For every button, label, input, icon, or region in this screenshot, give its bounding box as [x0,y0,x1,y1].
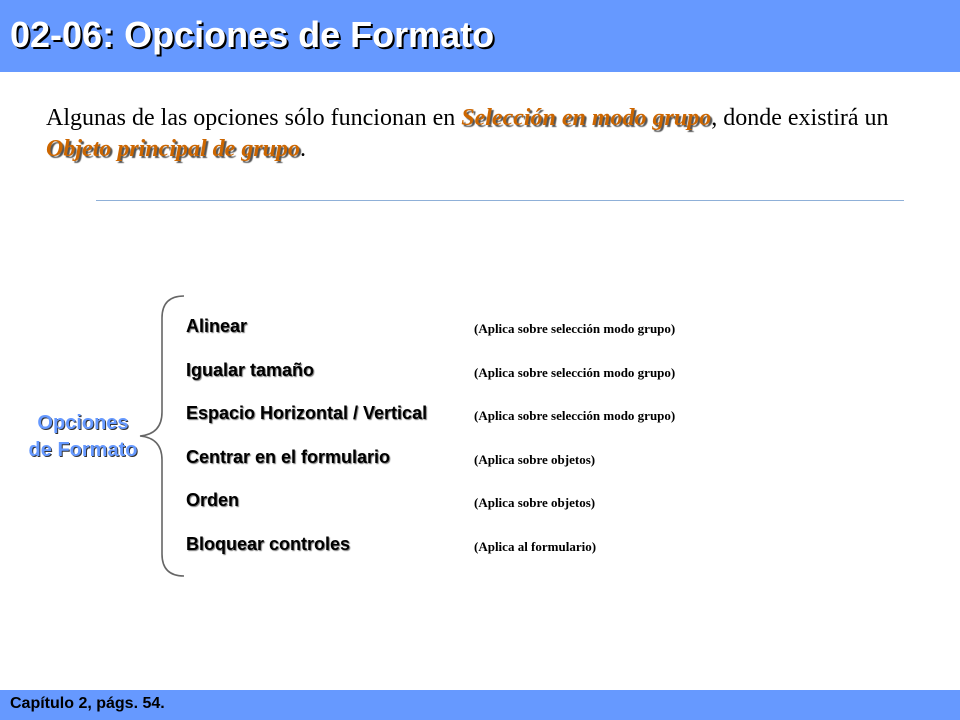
intro-highlight-group-selection: Selección en modo grupo [461,105,712,131]
option-name: Espacio Horizontal / Vertical [186,403,428,423]
group-label-line2: de Formato [28,439,138,461]
intro-text-2: , donde existirá un [711,105,889,131]
option-orden [186,490,746,534]
option-note: (Aplica sobre objetos) [474,495,596,510]
option-name: Centrar en el formulario [186,446,391,467]
group-label [16,410,150,464]
intro-text-1: Algunas de las opciones sólo funcionan en [46,105,462,131]
title-bar [0,0,960,72]
intro-text-3: . [300,136,307,162]
slide-title: 02-06: Opciones de Formato [10,14,495,55]
option-name: Igualar tamaño [186,359,315,380]
footer-reference: Capítulo 2, págs. 54. [10,695,165,712]
option-alinear [186,316,746,360]
option-name: Orden [186,490,240,510]
option-note: (Aplica sobre selección modo grupo) [474,408,676,423]
footer-bar [0,690,960,720]
option-bloquear [186,534,746,578]
option-igualar-tamano [186,360,746,404]
option-note: (Aplica al formulario) [474,538,597,554]
options-list [186,316,746,577]
option-note: (Aplica sobre objetos) [474,451,596,467]
option-espacio [186,403,746,447]
option-name: Alinear [186,316,248,336]
option-name: Bloquear controles [186,533,351,554]
intro-paragraph [46,103,926,165]
option-centrar [186,447,746,491]
intro-highlight-main-object: Objeto principal de grupo [46,136,301,162]
group-label-line1: Opciones [37,412,129,434]
option-note: (Aplica sobre selección modo grupo) [474,364,676,380]
option-note: (Aplica sobre selección modo grupo) [474,321,676,336]
divider-line [96,200,904,201]
